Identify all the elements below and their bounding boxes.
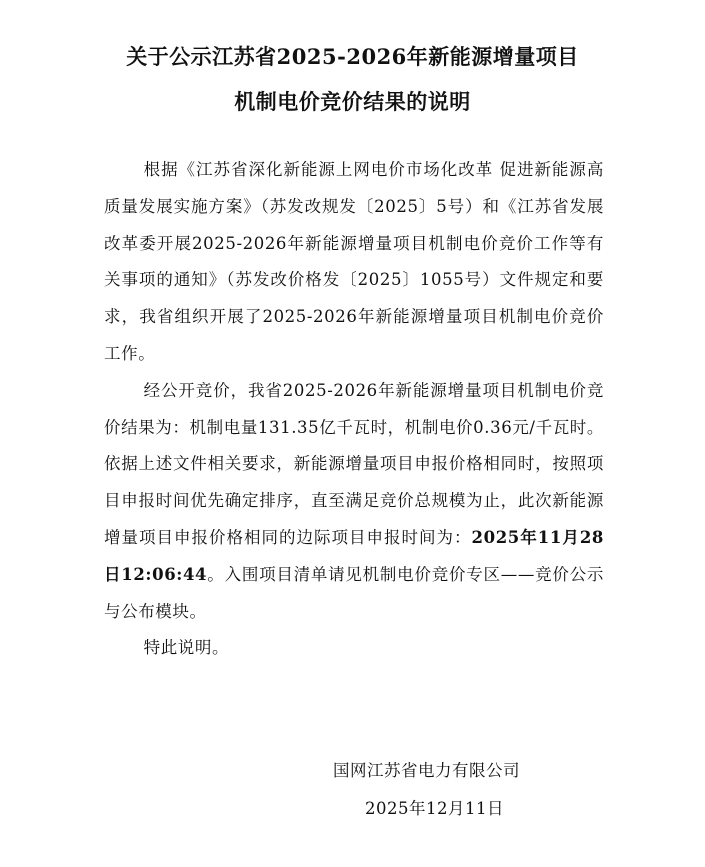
- paragraph-closing: 特此说明。: [143, 638, 230, 658]
- paragraph-basis: 根据《江苏省深化新能源上网电价市场化改革 促进新能源高质量发展实施方案》（苏发改规发〔2025〕5号）和《江苏省发展改革委开展2025-2026年新能源增量项目机制电价竞价工作等有关事项的通知》（苏发改价格发〔2025〕1055号）文件规定和要求，我省组织开展了2025-2026年新能源增量项目机制电价竞价工作。: [104, 160, 604, 363]
- signature-date: 2025年12月11日: [365, 799, 504, 818]
- paragraph-result: [104, 373, 604, 631]
- paragraph-result-tail: 。入围项目清单请见机制电价竞价专区——竞价公示与公布模块。: [104, 564, 604, 621]
- signature-organization: 国网江苏省电力有限公司: [333, 761, 520, 780]
- document-body: [104, 152, 604, 667]
- paragraph-result-text: 经公开竞价，我省2025-2026年新能源增量项目机制电价竞价结果为：机制电量131.35亿千瓦时，机制电价0.36元/千瓦时。依据上述文件相关要求，新能源增量项目申报价格相同时，按照项目申报时间优先确定排序，直至满足竞价总规模为止，此次新能源增量项目申报价格相同的边际项目申报时间为：: [104, 380, 604, 547]
- document-title-line-1: 关于公示江苏省2025-2026年新能源增量项目: [126, 44, 579, 69]
- document-title-line-2: 机制电价竞价结果的说明: [234, 89, 471, 114]
- marginal-project-time: 2025年11月28日12:06:44: [104, 527, 604, 584]
